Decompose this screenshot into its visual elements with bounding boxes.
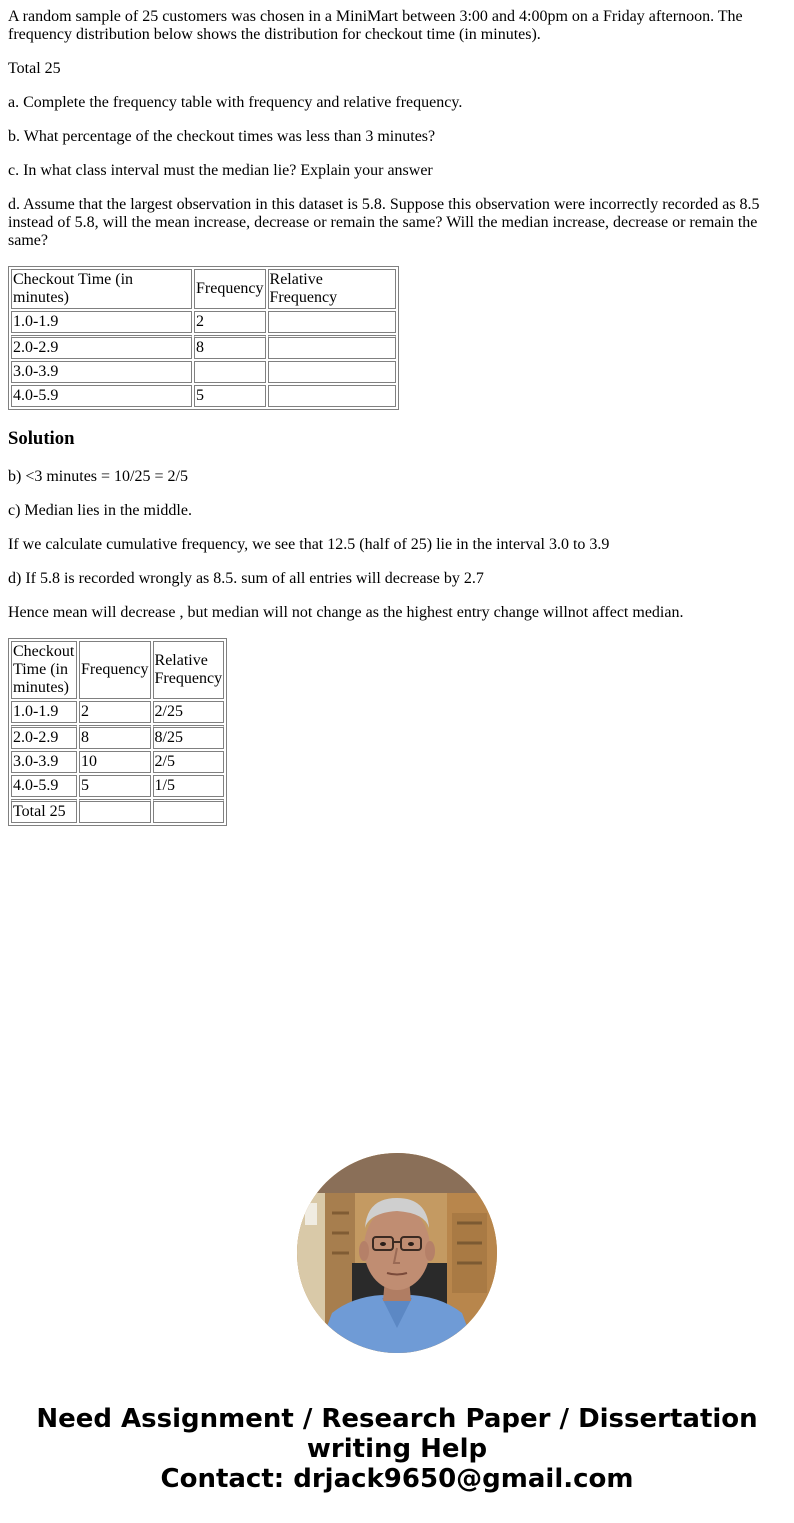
footer-banner [0,1404,794,1494]
table-row [11,335,396,359]
table-row [11,361,396,383]
table-cell [194,361,266,383]
table-row [11,725,224,749]
table-cell: 1.0-1.9 [11,701,77,723]
table-cell [268,361,396,383]
solution-part-c: c) Median lies in the middle. [8,502,192,519]
question-part-b: b. What percentage of the checkout times was less than 3 minutes? [8,128,436,145]
table-cell: 5 [79,775,151,797]
table-cell: 1.0-1.9 [11,311,192,333]
table-row [11,311,396,333]
table-cell: 10 [79,751,151,773]
footer-line-2: writing Help [306,1434,488,1464]
table-row [11,751,224,773]
table-cell: 3.0-3.9 [11,361,192,383]
table-row [11,385,396,407]
table-cell: Total 25 [11,799,77,823]
table-cell [79,799,151,823]
tutor-avatar [297,1153,497,1353]
question-part-a: a. Complete the frequency table with frequency and relative frequency. [8,94,463,111]
question-total: Total 25 [8,60,61,77]
question-part-d: d. Assume that the largest observation in this dataset is 5.8. Suppose this observation were incorrectly recorded as 8.5 instead of 5.8, will the mean increase, decrease or remain the same? Will the median increase, decrease or remain the same? [8,196,760,249]
table-header-cell: Relative Frequency [153,641,225,699]
footer-line-1: Need Assignment / Research Paper / Dissertation [36,1404,758,1434]
solution-part-d-conclusion: Hence mean will decrease , but median will not change as the highest entry change willnot affect median. [8,604,684,621]
table-total-row [11,799,224,823]
table-header-row [11,641,224,699]
table-cell: 2 [79,701,151,723]
table-cell: 5 [194,385,266,407]
frequency-table-solution [8,638,227,826]
question-intro: A random sample of 25 customers was chosen in a MiniMart between 3:00 and 4:00pm on a Friday afternoon. The frequency distribution below shows the distribution for checkout time (in minutes). [8,8,743,43]
question-part-c: c. In what class interval must the median lie? Explain your answer [8,162,433,179]
table-cell: 8/25 [153,725,225,749]
table-cell: 2.0-2.9 [11,725,77,749]
table-row [11,701,224,723]
frequency-table-question [8,266,399,410]
table-header-cell: Relative Frequency [268,269,396,309]
table-cell: 2.0-2.9 [11,335,192,359]
table-cell: 2/5 [153,751,225,773]
table-header-row [11,269,396,309]
footer-contact: Contact: drjack9650@gmail.com [160,1464,634,1494]
solution-part-d: d) If 5.8 is recorded wrongly as 8.5. sum of all entries will decrease by 2.7 [8,570,484,587]
table-header-cell: Frequency [79,641,151,699]
table-header-cell: Frequency [194,269,266,309]
table-cell: 4.0-5.9 [11,775,77,797]
table-cell: 1/5 [153,775,225,797]
table-cell [268,311,396,333]
table-cell: 8 [79,725,151,749]
table-cell: 8 [194,335,266,359]
table-cell [268,335,396,359]
table-cell [268,385,396,407]
solution-part-b: b) <3 minutes = 10/25 = 2/5 [8,468,188,485]
table-cell [153,799,225,823]
table-cell: 2/25 [153,701,225,723]
table-cell: 4.0-5.9 [11,385,192,407]
solution-heading: Solution [8,428,75,449]
table-header-cell: Checkout Time (in minutes) [11,641,77,699]
solution-part-c-explanation: If we calculate cumulative frequency, we see that 12.5 (half of 25) lie in the interval 3.0 to 3.9 [8,536,610,553]
table-cell: 3.0-3.9 [11,751,77,773]
table-header-cell: Checkout Time (in minutes) [11,269,192,309]
table-row [11,775,224,797]
portrait-image [297,1153,497,1353]
table-cell: 2 [194,311,266,333]
